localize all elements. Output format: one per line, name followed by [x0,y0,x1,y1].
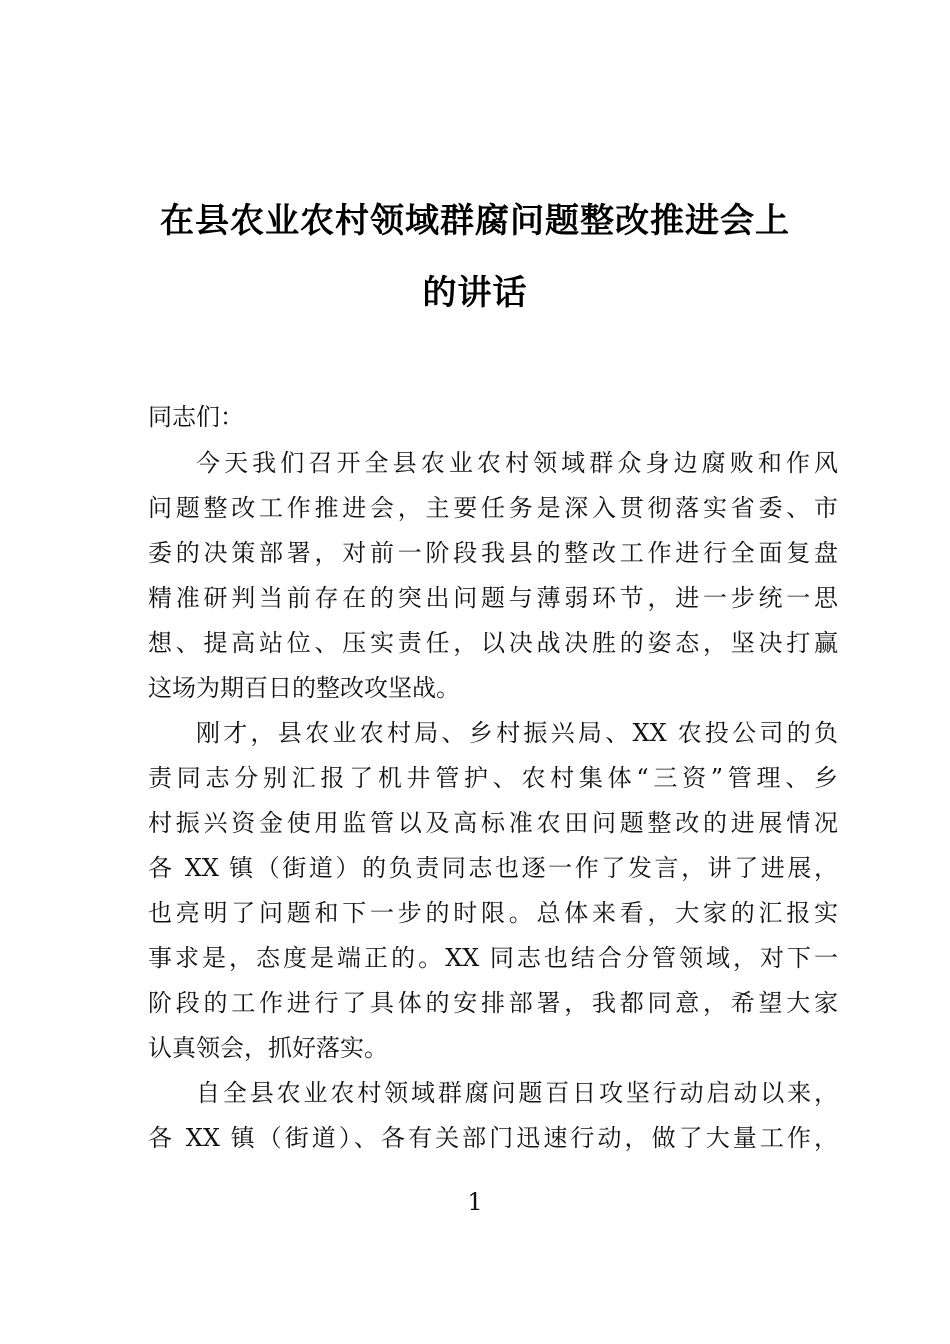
paragraph-1-line-6: 这场为期百日的整改攻坚战。 [148,674,460,702]
document-title-line-2: 的讲话 [422,273,528,313]
paragraph-2-line-2: 责同志分别汇报了机井管护、农村集体“三资”管理、乡 [148,764,838,792]
paragraph-2-line-6: 事求是，态度是端正的。XX 同志也结合分管领域，对下一 [148,944,838,972]
paragraph-2-line-4: 各 XX 镇（街道）的负责同志也逐一作了发言，讲了进展， [148,854,838,882]
paragraph-1-line-5: 想、提高站位、压实责任，以决战决胜的姿态，坚决打赢 [148,629,838,657]
paragraph-1-line-3: 委的决策部署，对前一阶段我县的整改工作进行全面复盘 [148,539,838,567]
paragraph-1-line-1: 今天我们召开全县农业农村领域群众身边腐败和作风 [196,449,838,477]
paragraph-3-line-2: 各 XX 镇（街道）、各有关部门迅速行动，做了大量工作， [148,1124,838,1152]
document-title-line-1: 在县农业农村领域群腐问题整改推进会上 [160,201,790,241]
paragraph-1-line-2: 问题整改工作推进会，主要任务是深入贯彻落实省委、市 [148,494,838,522]
paragraph-2-line-8: 认真领会，抓好落实。 [148,1034,388,1062]
paragraph-2-line-3: 村振兴资金使用监管以及高标准农田问题整改的进展情况 [148,809,838,837]
paragraph-2-line-7: 阶段的工作进行了具体的安排部署，我都同意，希望大家 [148,989,838,1017]
page-number: 1 [467,1188,483,1216]
paragraph-2-line-1: 刚才，县农业农村局、乡村振兴局、XX 农投公司的负 [196,719,838,747]
paragraph-1-line-4: 精准研判当前存在的突出问题与薄弱环节，进一步统一思 [148,584,838,612]
salutation: 同志们： [148,403,244,431]
paragraph-2-line-5: 也亮明了问题和下一步的时限。总体来看，大家的汇报实 [148,899,838,927]
paragraph-3-line-1: 自全县农业农村领域群腐问题百日攻坚行动启动以来， [196,1079,838,1107]
